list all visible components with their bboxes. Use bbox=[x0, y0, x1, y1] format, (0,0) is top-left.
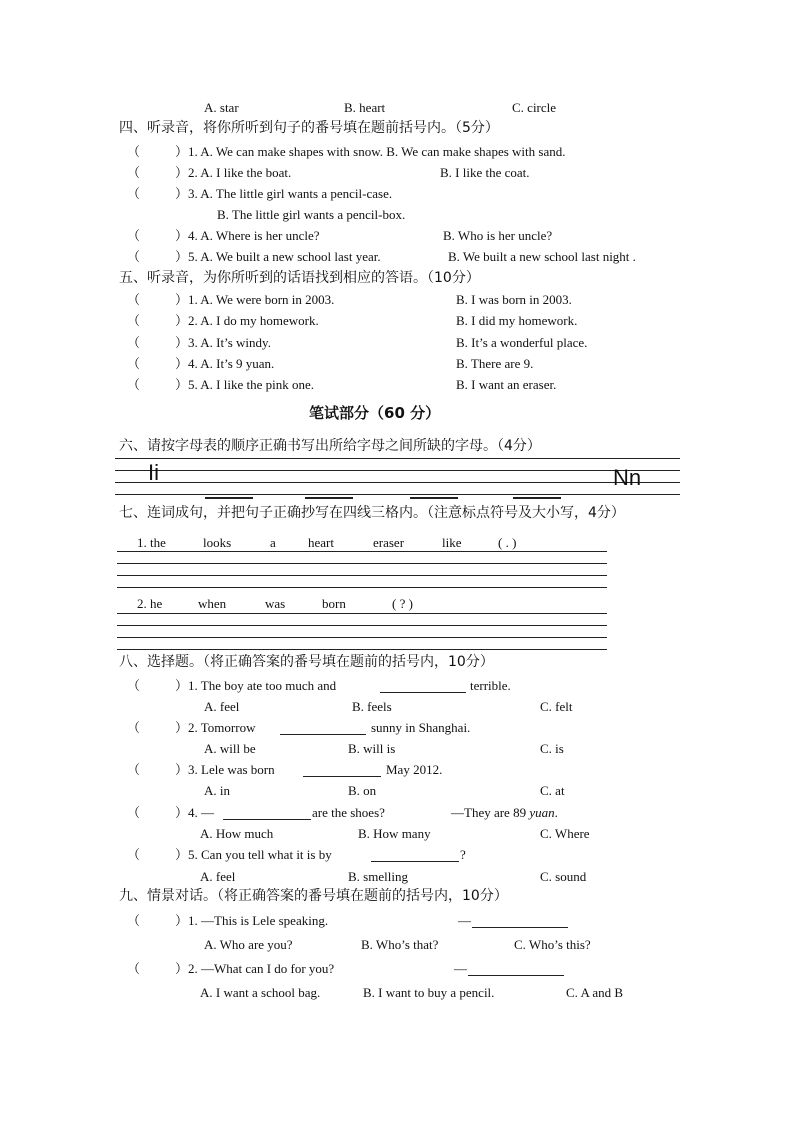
answer-paren[interactable]: （ bbox=[127, 678, 141, 693]
written-part-title: 笔试部分（60 分） bbox=[309, 404, 441, 422]
writing-line[interactable] bbox=[117, 551, 607, 552]
four-line-grid-line bbox=[115, 470, 680, 471]
section-7-title: 七、连词成句，并把句子正确抄写在四线三格内。（注意标点符号及大小写，4分） bbox=[119, 505, 625, 521]
q3-option-c: C. circle bbox=[512, 100, 557, 115]
sec8-q1-blank[interactable] bbox=[380, 679, 466, 693]
section-6-title: 六、请按字母表的顺序正确书写出所给字母之间所缺的字母。（4分） bbox=[119, 438, 541, 454]
sec7-q1-word: eraser bbox=[373, 535, 405, 550]
sec8-q5-stem: ）5. Can you tell what it is by bbox=[175, 847, 332, 862]
sec7-q2-word: born bbox=[322, 596, 346, 611]
answer-paren[interactable]: （ bbox=[127, 144, 141, 159]
answer-paren[interactable]: （ bbox=[127, 913, 141, 928]
section-9-title: 九、情景对话。（将正确答案的番号填在题前的括号内，10分） bbox=[119, 888, 508, 904]
answer-paren[interactable]: （ bbox=[127, 165, 141, 180]
sec9-q2-option-b: B. I want to buy a pencil. bbox=[363, 985, 495, 1000]
answer-paren[interactable]: （ bbox=[127, 249, 141, 264]
sec9-q1-option-c: C. Who’s this? bbox=[514, 937, 591, 952]
sec8-q5-option-a: A. feel bbox=[200, 869, 236, 884]
sec4-item-2-a: ）2. A. I like the boat. bbox=[175, 165, 292, 180]
sec8-q5-option-b: B. smelling bbox=[348, 869, 408, 884]
sec8-q3-stem-end: May 2012. bbox=[386, 762, 443, 777]
sec5-item-1-b: B. I was born in 2003. bbox=[456, 292, 572, 307]
sec8-q5-stem-end: ? bbox=[460, 847, 466, 862]
given-letters-nn: Nn bbox=[613, 465, 642, 490]
sec8-q4-blank[interactable] bbox=[223, 806, 311, 820]
sec5-item-2-b: B. I did my homework. bbox=[456, 313, 578, 328]
sec8-q3-option-c: C. at bbox=[540, 783, 565, 798]
sec8-q4-reply-unit: yuan bbox=[529, 805, 555, 820]
sec8-q1-option-a: A. feel bbox=[204, 699, 240, 714]
writing-line[interactable] bbox=[117, 625, 607, 626]
sec8-q4-reply-period: . bbox=[554, 805, 558, 820]
sec7-q1-word: ( . ) bbox=[498, 535, 517, 550]
sec5-item-1-a: ）1. A. We were born in 2003. bbox=[175, 292, 335, 307]
sec9-q2-dash: — bbox=[454, 961, 467, 976]
sec8-q1-option-c: C. felt bbox=[540, 699, 573, 714]
sec9-q1-dash: — bbox=[458, 913, 471, 928]
sec5-item-5-a: ）5. A. I like the pink one. bbox=[175, 377, 315, 392]
sec9-q1-blank[interactable] bbox=[472, 914, 568, 928]
writing-line[interactable] bbox=[117, 637, 607, 638]
four-line-grid-line bbox=[115, 494, 680, 495]
sec4-item-4-a: ）4. A. Where is her uncle? bbox=[175, 228, 320, 243]
answer-paren[interactable]: （ bbox=[127, 377, 141, 392]
answer-paren[interactable]: （ bbox=[127, 847, 141, 862]
answer-paren[interactable]: （ bbox=[127, 228, 141, 243]
sec9-q2-option-a: A. I want a school bag. bbox=[200, 985, 321, 1000]
sec8-q5-option-c: C. sound bbox=[540, 869, 587, 884]
answer-paren[interactable]: （ bbox=[127, 762, 141, 777]
sec9-q2-stem: ）2. —What can I do for you? bbox=[175, 961, 335, 976]
sec4-item-5-a: ）5. A. We built a new school last year. bbox=[175, 249, 381, 264]
sec4-item-1: ）1. A. We can make shapes with snow. B. We can make shapes with sand. bbox=[175, 144, 566, 159]
sec5-item-4-a: ）4. A. It’s 9 yuan. bbox=[175, 356, 275, 371]
writing-line[interactable] bbox=[117, 613, 607, 614]
section-5-title: 五、听录音，为你所听到的话语找到相应的答语。（10分） bbox=[119, 270, 480, 286]
sec4-item-3-b: B. The little girl wants a pencil-box. bbox=[217, 207, 406, 222]
given-letters-ii: Ii bbox=[148, 460, 159, 485]
sec7-q1-word: 1. the bbox=[137, 535, 166, 550]
sec8-q5-blank[interactable] bbox=[371, 848, 459, 862]
sec7-q2-word: ( ? ) bbox=[392, 596, 413, 611]
sec4-item-3-a: ）3. A. The little girl wants a pencil-case. bbox=[175, 186, 393, 201]
sec8-q2-stem: ）2. Tomorrow bbox=[175, 720, 256, 735]
sec8-q2-blank[interactable] bbox=[280, 721, 366, 735]
sec8-q1-stem-end: terrible. bbox=[470, 678, 511, 693]
answer-paren[interactable]: （ bbox=[127, 356, 141, 371]
sec8-q4-stem: ）4. — bbox=[175, 805, 215, 820]
sec7-q1-word: a bbox=[270, 535, 276, 550]
sec5-item-2-a: ）2. A. I do my homework. bbox=[175, 313, 319, 328]
sec8-q2-option-c: C. is bbox=[540, 741, 564, 756]
letter-blank-3[interactable] bbox=[410, 497, 458, 499]
sec5-item-4-b: B. There are 9. bbox=[456, 356, 534, 371]
answer-paren[interactable]: （ bbox=[127, 186, 141, 201]
writing-line[interactable] bbox=[117, 649, 607, 650]
sec7-q2-word: was bbox=[265, 596, 286, 611]
answer-paren[interactable]: （ bbox=[127, 961, 141, 976]
writing-line[interactable] bbox=[117, 563, 607, 564]
sec8-q1-option-b: B. feels bbox=[352, 699, 392, 714]
writing-line[interactable] bbox=[117, 575, 607, 576]
sec8-q2-option-a: A. will be bbox=[204, 741, 256, 756]
sec4-item-4-b: B. Who is her uncle? bbox=[443, 228, 553, 243]
sec8-q4-option-a: A. How much bbox=[200, 826, 274, 841]
answer-paren[interactable]: （ bbox=[127, 313, 141, 328]
sec5-item-3-b: B. It’s a wonderful place. bbox=[456, 335, 588, 350]
section-4-title: 四、听录音，将你所听到句子的番号填在题前括号内。（5分） bbox=[119, 120, 499, 136]
sec9-q2-blank[interactable] bbox=[468, 962, 564, 976]
sec4-item-2-b: B. I like the coat. bbox=[440, 165, 530, 180]
four-line-grid-line bbox=[115, 458, 680, 459]
sec8-q3-stem: ）3. Lele was born bbox=[175, 762, 275, 777]
answer-paren[interactable]: （ bbox=[127, 292, 141, 307]
sec8-q1-stem: ）1. The boy ate too much and bbox=[175, 678, 337, 693]
sec4-item-5-b: B. We built a new school last night . bbox=[448, 249, 636, 264]
sec7-q2-word: when bbox=[198, 596, 227, 611]
sec7-q2-word: 2. he bbox=[137, 596, 163, 611]
sec9-q1-option-b: B. Who’s that? bbox=[361, 937, 439, 952]
sec8-q3-option-b: B. on bbox=[348, 783, 377, 798]
sec7-q1-word: heart bbox=[308, 535, 334, 550]
sec5-item-3-a: ）3. A. It’s windy. bbox=[175, 335, 271, 350]
sec8-q2-option-b: B. will is bbox=[348, 741, 396, 756]
letter-blank-2[interactable] bbox=[305, 497, 353, 499]
sec8-q3-option-a: A. in bbox=[204, 783, 230, 798]
sec5-item-5-b: B. I want an eraser. bbox=[456, 377, 557, 392]
q3-option-a: A. star bbox=[204, 100, 239, 115]
sec9-q1-option-a: A. Who are you? bbox=[204, 937, 293, 952]
q3-option-b: B. heart bbox=[344, 100, 386, 115]
sec8-q4-reply-text: —They are 89 bbox=[451, 805, 527, 820]
answer-paren[interactable]: （ bbox=[127, 335, 141, 350]
sec8-q3-blank[interactable] bbox=[303, 763, 381, 777]
sec7-q1-word: looks bbox=[203, 535, 232, 550]
letter-blank-4[interactable] bbox=[513, 497, 561, 499]
sec8-q4-reply bbox=[451, 806, 558, 819]
sec9-q1-stem: ）1. —This is Lele speaking. bbox=[175, 913, 329, 928]
answer-paren[interactable]: （ bbox=[127, 720, 141, 735]
four-line-grid-line bbox=[115, 482, 680, 483]
sec8-q4-stem-end: are the shoes? bbox=[312, 805, 385, 820]
sec8-q2-stem-end: sunny in Shanghai. bbox=[371, 720, 471, 735]
writing-line[interactable] bbox=[117, 587, 607, 588]
section-8-title: 八、选择题。（将正确答案的番号填在题前的括号内，10分） bbox=[119, 654, 494, 670]
sec7-q1-word: like bbox=[442, 535, 462, 550]
sec9-q2-option-c: C. A and B bbox=[566, 985, 624, 1000]
answer-paren[interactable]: （ bbox=[127, 805, 141, 820]
sec8-q4-option-c: C. Where bbox=[540, 826, 590, 841]
letter-blank-1[interactable] bbox=[205, 497, 253, 499]
sec8-q4-option-b: B. How many bbox=[358, 826, 431, 841]
